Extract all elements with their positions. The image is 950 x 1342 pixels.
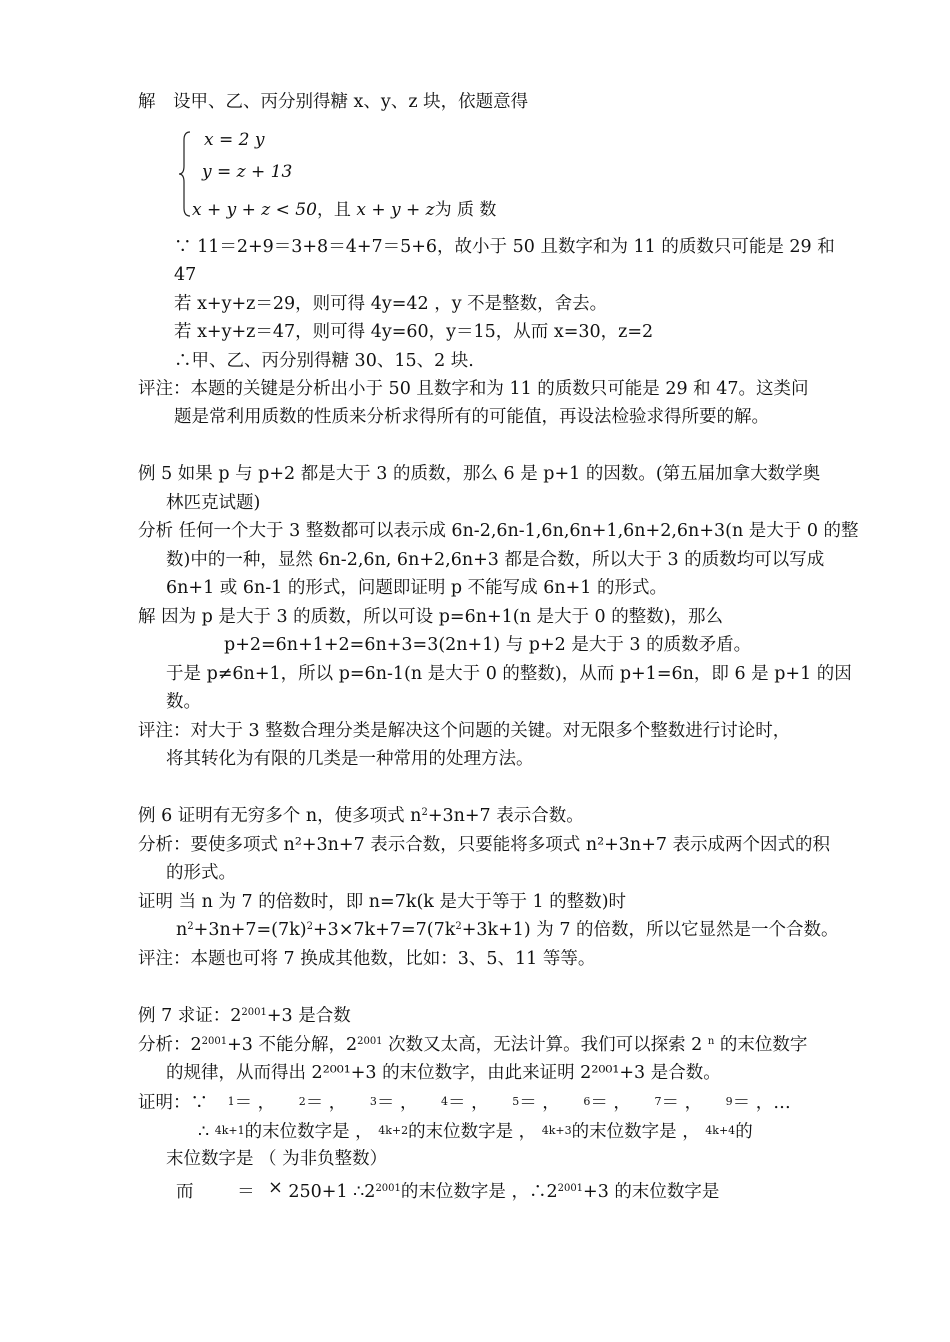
analysis-line: 分析：要使多项式 n²+3n+7 表示合数，只要能将多项式 n²+3n+7 表示成两个因式的积 bbox=[138, 835, 831, 855]
equation-3-prime: 为 质 数 bbox=[434, 200, 497, 220]
proof-line: 证明 当 n 为 7 的倍数时，即 n=7k(k 是大于等于 1 的整数)时 bbox=[138, 892, 627, 912]
power-item: 9＝ ，… bbox=[725, 1093, 791, 1113]
equation-3-lhs: x + y + z < 50 bbox=[192, 200, 317, 220]
example-6-title bbox=[138, 805, 584, 827]
solution-line: 解 因为 p 是大于 3 的质数，所以可设 p=6n+1(n 是大于 0 的整数)，那么 bbox=[138, 607, 724, 627]
proof3-f: 的末位数字是 ，∴2 bbox=[400, 1182, 558, 1202]
last-digit-text-2: 的末位数字是 ， bbox=[408, 1122, 537, 1142]
power-item: 4＝ ， bbox=[441, 1093, 489, 1113]
equation-system bbox=[178, 128, 538, 220]
text-line: 若 x+y+z＝29，则可得 4y=42 ，y 不是整数，舍去。 bbox=[174, 294, 608, 314]
ex7-b: 2001 bbox=[241, 1007, 267, 1018]
analysis-line: 分析 任何一个大于 3 整数都可以表示成 6n-2,6n-1,6n,6n+1,6n+2,6n+3(n 是大于 0 的整 bbox=[138, 521, 859, 541]
last-digit-text-1: 的末位数字是 ， bbox=[244, 1122, 373, 1142]
ex7a-b: 2001 bbox=[201, 1036, 228, 1047]
ex7-c: +3 是合数 bbox=[266, 1006, 351, 1026]
example-5-title: 例 5 如果 p 与 p+2 都是大于 3 的质数，那么 6 是 p+1 的因数。(第五届加拿大数学奥 bbox=[138, 464, 821, 484]
power-item: 3＝ ， bbox=[369, 1093, 418, 1113]
ex6l-d: 2 bbox=[306, 921, 313, 932]
ex7a-e: 次数又太高，无法计算。我们可以探索 2 bbox=[382, 1035, 708, 1055]
times-symbol: × bbox=[268, 1178, 283, 1198]
last-digit-line bbox=[198, 1120, 753, 1143]
left-brace bbox=[178, 130, 192, 218]
text-line: 6n+1 或 6n-1 的形式，问题即证明 p 不能写成 6n+1 的形式。 bbox=[166, 578, 667, 598]
analysis-line bbox=[138, 1034, 807, 1056]
text-line: 末位数字是 （ 为非负整数） bbox=[166, 1149, 388, 1169]
power-item: 1＝ ， bbox=[227, 1093, 276, 1113]
proof-values-line bbox=[138, 1091, 791, 1114]
proof3-g: 2001 bbox=[557, 1183, 584, 1194]
solution-intro: 解 设甲、乙、丙分别得糖 x、y、z 块，依题意得 bbox=[138, 92, 529, 112]
equation-3-sum: x + y + z bbox=[356, 200, 435, 220]
text-line: p+2=6n+1+2=6n+3=3(2n+1) 与 p+2 是大于 3 的质数矛盾。 bbox=[224, 635, 752, 655]
equation-3-and: ，且 bbox=[316, 200, 351, 220]
text-line: 林匹克试题) bbox=[166, 493, 261, 513]
ex6-sup: 2 bbox=[421, 807, 428, 818]
ex7a-a: 分析：2 bbox=[138, 1035, 202, 1055]
proof3-b: ＝ bbox=[237, 1182, 255, 1202]
text-line: ∴甲、乙、丙分别得糖 30、15、2 块. bbox=[174, 351, 474, 371]
exp-4k4: 4k+4 bbox=[705, 1124, 736, 1137]
ex7a-d: 2001 bbox=[357, 1036, 383, 1047]
ex6l-g: +3k+1) 为 7 的倍数，所以它显然是一个合数。 bbox=[461, 920, 839, 940]
proof3-a: 而 bbox=[176, 1182, 194, 1202]
text-line: 47 bbox=[174, 265, 197, 285]
ex6l-b: 2 bbox=[187, 921, 194, 932]
ex7a-c: +3 不能分解，2 bbox=[227, 1035, 358, 1055]
proof3-d: 250+1 ∴2 bbox=[288, 1182, 376, 1202]
conclusion-line bbox=[176, 1177, 719, 1203]
exp-4k2: 4k+2 bbox=[378, 1124, 409, 1137]
text-line: 的规律，从而得出 2²⁰⁰¹+3 的末位数字，由此来证明 2²⁰⁰¹+3 是合数。 bbox=[166, 1063, 721, 1083]
example-7-title bbox=[138, 1005, 351, 1027]
ex7a-g: 的末位数字 bbox=[714, 1035, 808, 1055]
proof3-h: +3 的末位数字是 bbox=[583, 1182, 720, 1202]
ex6l-e: +3×7k+7=7(7k bbox=[312, 920, 456, 940]
equation-3 bbox=[192, 195, 496, 220]
text-line: 于是 p≠6n+1，所以 p=6n-1(n 是大于 0 的整数)，从而 p+1=6n，即 6 是 p+1 的因 bbox=[166, 664, 852, 684]
ex6-text-a: 例 6 证明有无穷多个 n，使多项式 n bbox=[138, 806, 422, 826]
exp-4k1: 4k+1 bbox=[214, 1124, 245, 1137]
comment-line: 将其转化为有限的几类是一种常用的处理方法。 bbox=[166, 749, 534, 769]
text-line: 数。 bbox=[166, 692, 201, 712]
exp-4k3: 4k+3 bbox=[541, 1124, 572, 1137]
formula-line bbox=[176, 919, 839, 941]
power-item: 6＝ ， bbox=[583, 1093, 631, 1113]
ex6-text-c: +3n+7 表示合数。 bbox=[427, 806, 584, 826]
ex6l-f: 2 bbox=[455, 921, 462, 932]
comment-line: 评注：对大于 3 整数合理分类是解决这个问题的关键。对无限多个整数进行讨论时， bbox=[138, 721, 791, 741]
power-item: 7＝ ， bbox=[654, 1093, 703, 1113]
therefore-symbol: ∴ bbox=[198, 1122, 215, 1142]
power-item: 2＝ ， bbox=[298, 1093, 347, 1113]
text-line: 数)中的一种，显然 6n-2,6n, 6n+2,6n+3 都是合数，所以大于 3 的质数均可以写成 bbox=[166, 550, 825, 570]
equation-1: x = 2 y bbox=[204, 130, 265, 150]
proof3-e: 2001 bbox=[375, 1183, 401, 1194]
power-item: 5＝ ， bbox=[512, 1093, 560, 1113]
comment-line: 评注：本题的关键是分析出小于 50 且数字和为 11 的质数只可能是 29 和 47。这类问 bbox=[138, 379, 809, 399]
ex7-a: 例 7 求证：2 bbox=[138, 1006, 242, 1026]
text-line: ∵ 11＝2+9＝3+8＝4+7＝5+6，故小于 50 且数字和为 11 的质数只可能是 29 和 bbox=[174, 237, 835, 257]
text-line: 的形式。 bbox=[166, 863, 236, 883]
text-line: 若 x+y+z＝47，则可得 4y=60，y＝15，从而 x=30，z=2 bbox=[174, 322, 654, 342]
last-digit-text-3: 的末位数字是 ， bbox=[571, 1122, 700, 1142]
last-digit-text-4: 的 bbox=[735, 1122, 753, 1142]
equation-2: y = z + 13 bbox=[202, 162, 293, 182]
proof1-a: 证明：∵ bbox=[138, 1093, 214, 1113]
ex7a-f: n bbox=[707, 1036, 715, 1047]
comment-line: 题是常利用质数的性质来分析求得所有的可能值，再设法检验求得所要的解。 bbox=[174, 407, 769, 427]
ex6l-c: +3n+7=(7k) bbox=[193, 920, 307, 940]
comment-line: 评注：本题也可将 7 换成其他数，比如：3、5、11 等等。 bbox=[138, 949, 596, 969]
ex6l-a: n bbox=[176, 920, 188, 940]
